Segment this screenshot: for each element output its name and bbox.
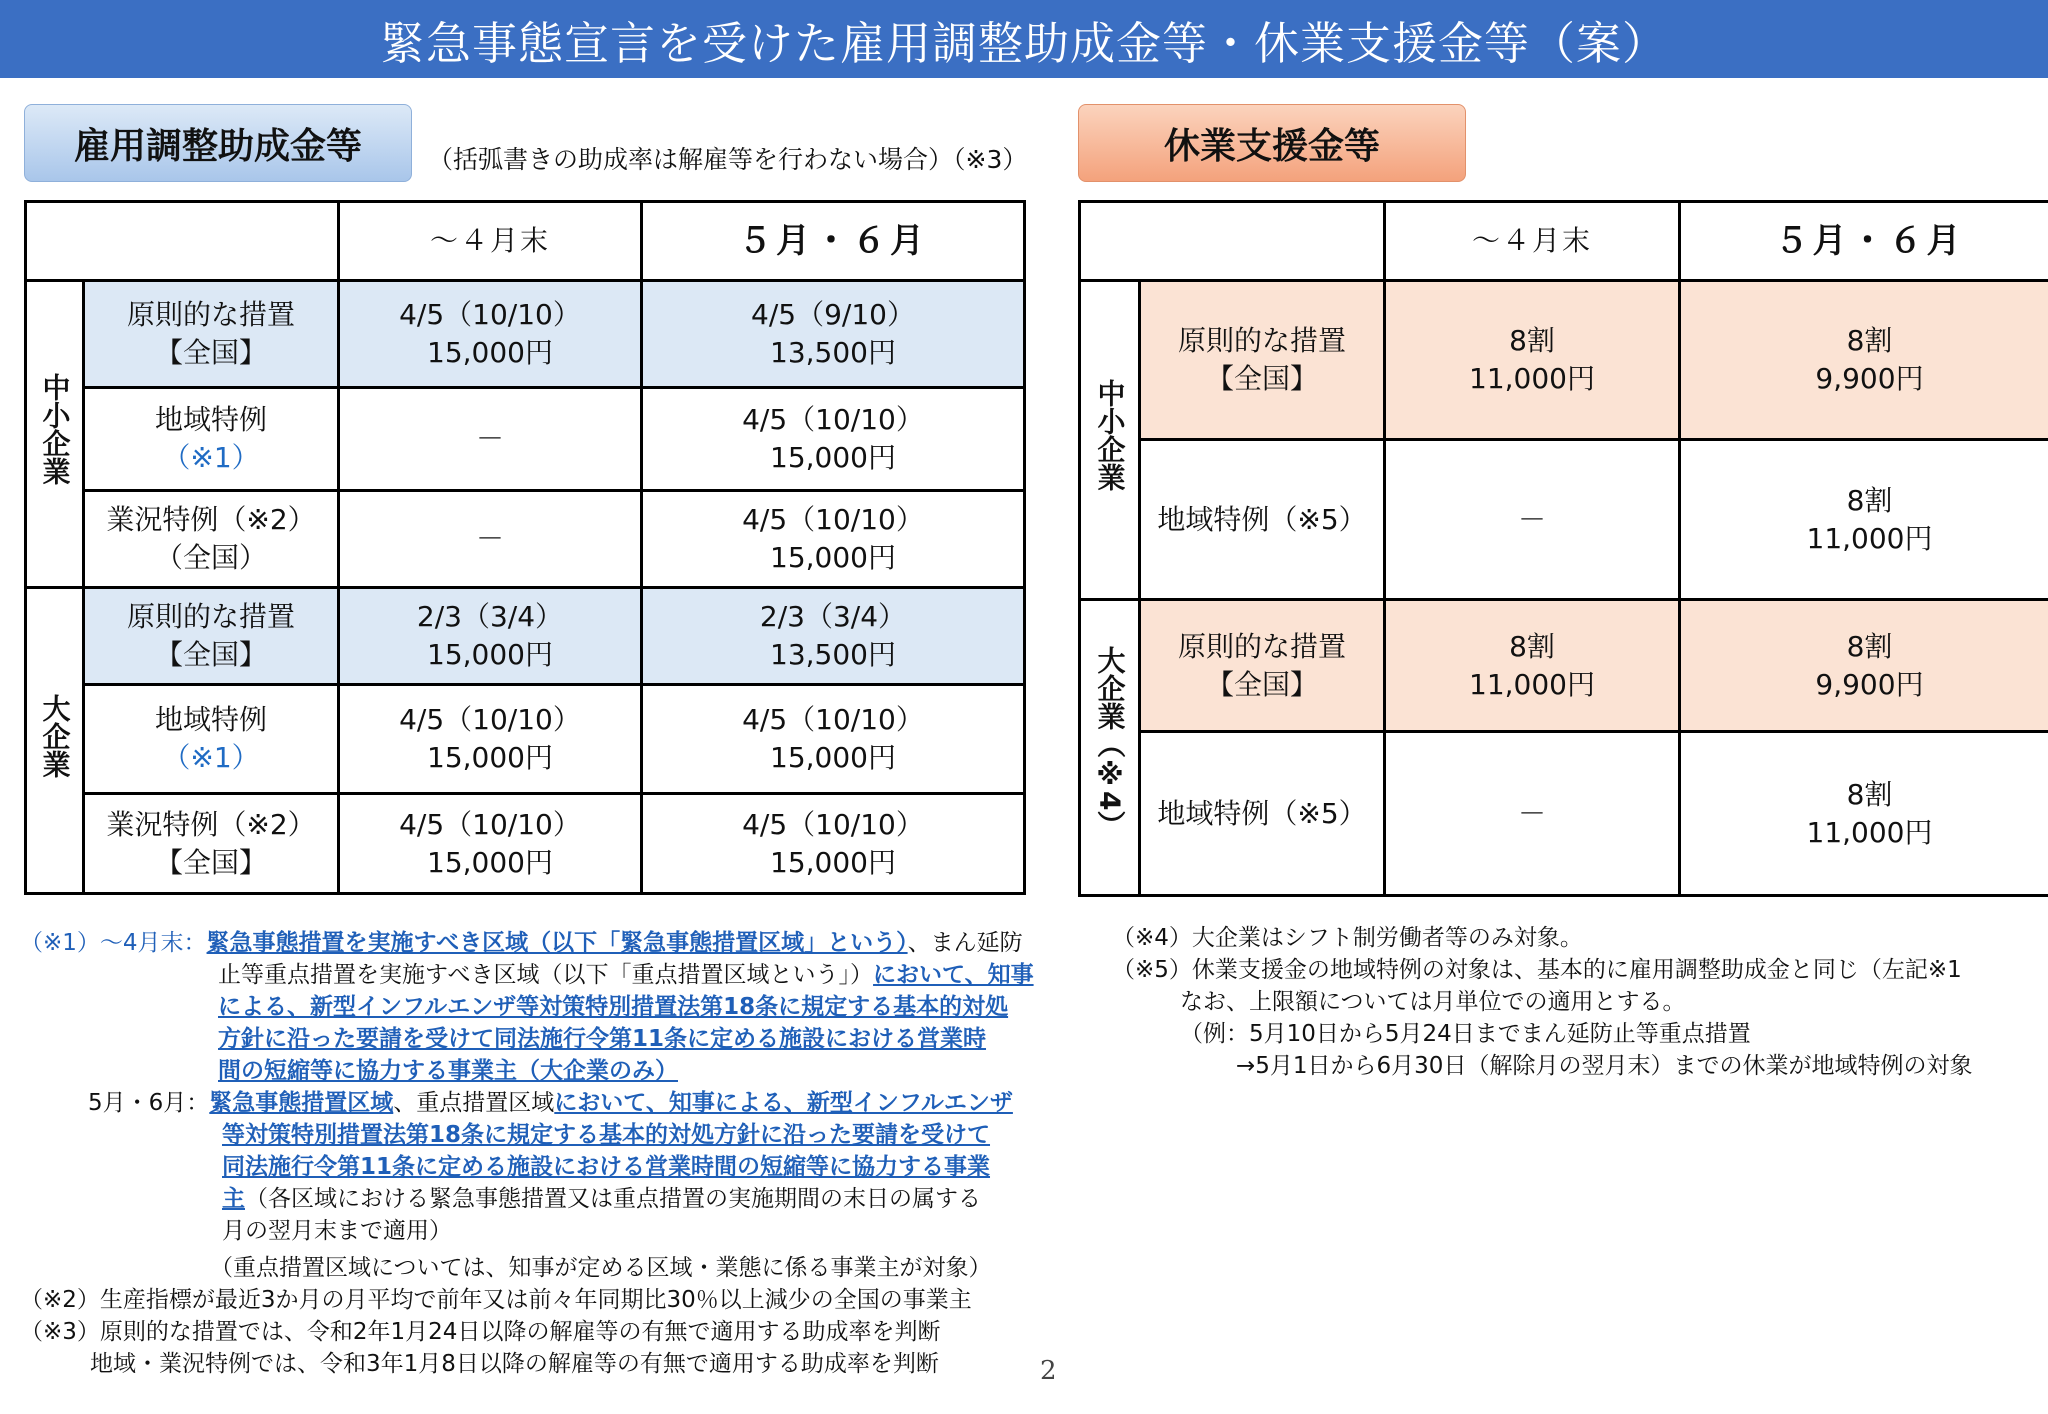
col-header-mayjun: ５月・６月 bbox=[642, 202, 1025, 281]
footnote-5-line-3: （例：5月10日から5月24日までまん延防止等重点措置 bbox=[1180, 1021, 1751, 1047]
apr-value-cell: 4/5（10/10） 15,000円 bbox=[339, 685, 642, 794]
apr-value-cell: 4/5（10/10） 15,000円 bbox=[339, 281, 642, 388]
table-row bbox=[26, 588, 1025, 685]
footnote-1-line-4: 方針に沿った要請を受けて同法施行令第11条に定める施設における営業時 bbox=[218, 1026, 987, 1052]
page-number: 2 bbox=[1040, 1356, 1057, 1386]
footnote-1-line-2: 止等重点措置を実施すべき区域（以下「重点措置区域という」）において、知事 bbox=[218, 962, 1034, 988]
footnote-3-line-1: （※3）原則的な措置では、令和2年1月24日以降の解雇等の有無で適用する助成率を判断 bbox=[20, 1319, 941, 1345]
row-label: 原則的な措置 【全国】 bbox=[84, 281, 339, 388]
koyo-rate-note: （括弧書きの助成率は解雇等を行わない場合）（※3） bbox=[428, 145, 1028, 174]
row-label: 業況特例（※2） 【全国】 bbox=[84, 794, 339, 894]
footnote-1-may-line-1: 5月・6月：緊急事態措置区域、重点措置区域において、知事による、新型インフルエンザ bbox=[88, 1090, 1013, 1116]
apr-value-cell: － bbox=[1385, 440, 1680, 600]
mayjun-value-cell: 8割 9,900円 bbox=[1680, 600, 2048, 732]
table-row bbox=[26, 794, 1025, 894]
group-label-large: 大企業（※4） bbox=[1080, 600, 1140, 896]
koyo-table bbox=[24, 200, 1026, 895]
table-row bbox=[26, 388, 1025, 491]
table-row bbox=[26, 491, 1025, 588]
col-header-mayjun: ５月・６月 bbox=[1680, 202, 2048, 281]
mayjun-value-cell: 4/5（10/10） 15,000円 bbox=[642, 794, 1025, 894]
row-label: 原則的な措置 【全国】 bbox=[1140, 281, 1385, 440]
kyugyo-section-heading: 休業支援金等 bbox=[1078, 104, 1466, 182]
row-label: 原則的な措置 【全国】 bbox=[1140, 600, 1385, 732]
mayjun-value-cell: 4/5（9/10） 13,500円 bbox=[642, 281, 1025, 388]
footnote-1-may-line-6: （重点措置区域については、知事が定める区域・業態に係る事業主が対象） bbox=[210, 1255, 992, 1281]
row-label: 地域特例 （※1） bbox=[84, 685, 339, 794]
footnote-3-line-2: 地域・業況特例では、令和3年1月8日以降の解雇等の有無で適用する助成率を判断 bbox=[90, 1351, 939, 1377]
footnote-4: （※4）大企業はシフト制労働者等のみ対象。 bbox=[1112, 925, 1583, 951]
row-label: 業況特例（※2） （全国） bbox=[84, 491, 339, 588]
header-empty-cell bbox=[1080, 202, 1385, 281]
table-row bbox=[1080, 281, 2048, 440]
apr-value-cell: － bbox=[1385, 732, 1680, 896]
apr-value-cell: － bbox=[339, 388, 642, 491]
mayjun-value-cell: 8割 9,900円 bbox=[1680, 281, 2048, 440]
apr-value-cell: 2/3（3/4） 15,000円 bbox=[339, 588, 642, 685]
row-label: 原則的な措置 【全国】 bbox=[84, 588, 339, 685]
col-header-apr: ～４月末 bbox=[339, 202, 642, 281]
group-label-sme: 中小企業 bbox=[26, 281, 84, 588]
table-row bbox=[26, 685, 1025, 794]
table-row bbox=[1080, 440, 2048, 600]
mayjun-value-cell: 8割 11,000円 bbox=[1680, 732, 2048, 896]
mayjun-value-cell: 4/5（10/10） 15,000円 bbox=[642, 388, 1025, 491]
footnote-1-may-line-5: 月の翌月末まで適用） bbox=[222, 1218, 452, 1244]
table-header-row bbox=[1080, 202, 2048, 281]
table-row bbox=[26, 281, 1025, 388]
group-label-large: 大企業 bbox=[26, 588, 84, 894]
footnote-1-line-3: による、新型インフルエンザ等対策特別措置法第18条に規定する基本的対処 bbox=[218, 994, 1009, 1020]
footnote-5-line-2: なお、上限額については月単位での適用とする。 bbox=[1180, 989, 1686, 1015]
table-row bbox=[1080, 732, 2048, 896]
footnote-1-may-line-4: 主（各区域における緊急事態措置又は重点措置の実施期間の末日の属する bbox=[222, 1186, 981, 1212]
apr-value-cell: 4/5（10/10） 15,000円 bbox=[339, 794, 642, 894]
footnote-1-may-line-2: 等対策特別措置法第18条に規定する基本的対処方針に沿った要請を受けて bbox=[222, 1122, 991, 1148]
table-row bbox=[1080, 600, 2048, 732]
kyugyo-table bbox=[1078, 200, 2048, 897]
footnote-1-line-1: （※1）～4月末：緊急事態措置を実施すべき区域（以下「緊急事態措置区域」という）、まん延防 bbox=[20, 930, 1023, 956]
row-label: 地域特例（※5） bbox=[1140, 732, 1385, 896]
row-label: 地域特例（※5） bbox=[1140, 440, 1385, 600]
mayjun-value-cell: 8割 11,000円 bbox=[1680, 440, 2048, 600]
col-header-apr: ～４月末 bbox=[1385, 202, 1680, 281]
page-title: 緊急事態宣言を受けた雇用調整助成金等・休業支援金等（案） bbox=[0, 0, 2048, 78]
footnote-2: （※2）生産指標が最近3か月の月平均で前年又は前々年同期比30％以上減少の全国の事業主 bbox=[20, 1287, 972, 1313]
apr-value-cell: 8割 11,000円 bbox=[1385, 600, 1680, 732]
koyo-section-heading: 雇用調整助成金等 bbox=[24, 104, 412, 182]
table-header-row bbox=[26, 202, 1025, 281]
apr-value-cell: 8割 11,000円 bbox=[1385, 281, 1680, 440]
mayjun-value-cell: 4/5（10/10） 15,000円 bbox=[642, 685, 1025, 794]
header-empty-cell bbox=[26, 202, 339, 281]
row-label: 地域特例 （※1） bbox=[84, 388, 339, 491]
group-label-sme: 中小企業 bbox=[1080, 281, 1140, 600]
footnote-5-line-1: （※5）休業支援金の地域特例の対象は、基本的に雇用調整助成金と同じ（左記※1 bbox=[1112, 957, 1962, 983]
mayjun-value-cell: 2/3（3/4） 13,500円 bbox=[642, 588, 1025, 685]
footnote-5-line-4: →5月1日から6月30日（解除月の翌月末）までの休業が地域特例の対象 bbox=[1236, 1053, 1973, 1079]
apr-value-cell: － bbox=[339, 491, 642, 588]
mayjun-value-cell: 4/5（10/10） 15,000円 bbox=[642, 491, 1025, 588]
footnote-1-line-5: 間の短縮等に協力する事業主（大企業のみ） bbox=[218, 1058, 678, 1084]
footnote-1-may-line-3: 同法施行令第11条に定める施設における営業時間の短縮等に協力する事業 bbox=[222, 1154, 991, 1180]
